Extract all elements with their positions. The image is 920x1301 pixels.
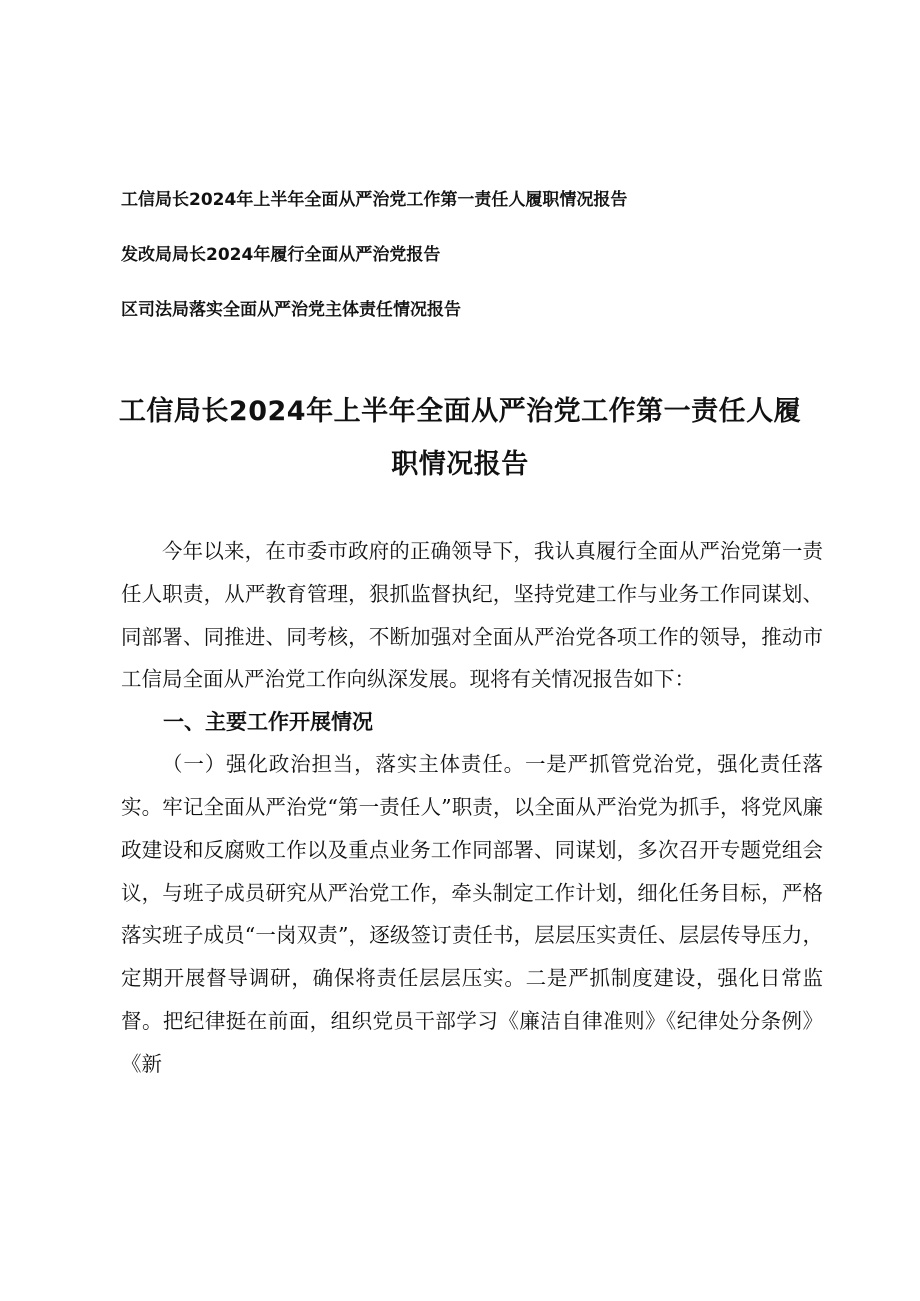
section-1-paragraph-1: （一）强化政治担当，落实主体责任。一是严抓管党治党，强化责任落实。牢记全面从严治党“第一责任人”职责，以全面从严治党为抓手，将党风廉政建设和反腐败工作以及重点业务工作同部署、同谋划，多次召开专题党组会议，与班子成员研究从严治党工作，牵头制定工作计划，细化任务目标，严格落实班子成员“一岗双责”，逐级签订责任书，层层压实责任、层层传导压力，定期开展督导调研，确保将责任层层压实。二是严抓制度建设，强化日常监督。把纪律挺在前面，组织党员干部学习《廉洁自律准则》《纪律处分条例》《新 — [121, 752, 823, 1076]
intro-paragraph: 今年以来，在市委市政府的正确领导下，我认真履行全面从严治党第一责任人职责，从严教育管理，狠抓监督执纪，坚持党建工作与业务工作同谋划、同部署、同推进、同考核，不断加强对全面从严治党各项工作的领导，推动市工信局全面从严治党工作向纵深发展。现将有关情况报告如下： — [121, 539, 823, 692]
document-body — [121, 530, 823, 1086]
section-heading-1: 一、主要工作开展情况 — [163, 710, 373, 735]
toc-item-3: 区司法局落实全面从严治党主体责任情况报告 — [121, 300, 461, 320]
document-title — [100, 385, 820, 491]
document-title-line-2: 职情况报告 — [391, 449, 529, 480]
document-title-line-1: 工信局长2024年上半年全面从严治党工作第一责任人履 — [118, 396, 802, 427]
toc-item-1: 工信局长2024年上半年全面从严治党工作第一责任人履职情况报告 — [121, 190, 628, 210]
table-of-contents — [121, 185, 821, 350]
toc-item-2: 发改局局长2024年履行全面从严治党报告 — [121, 245, 441, 265]
